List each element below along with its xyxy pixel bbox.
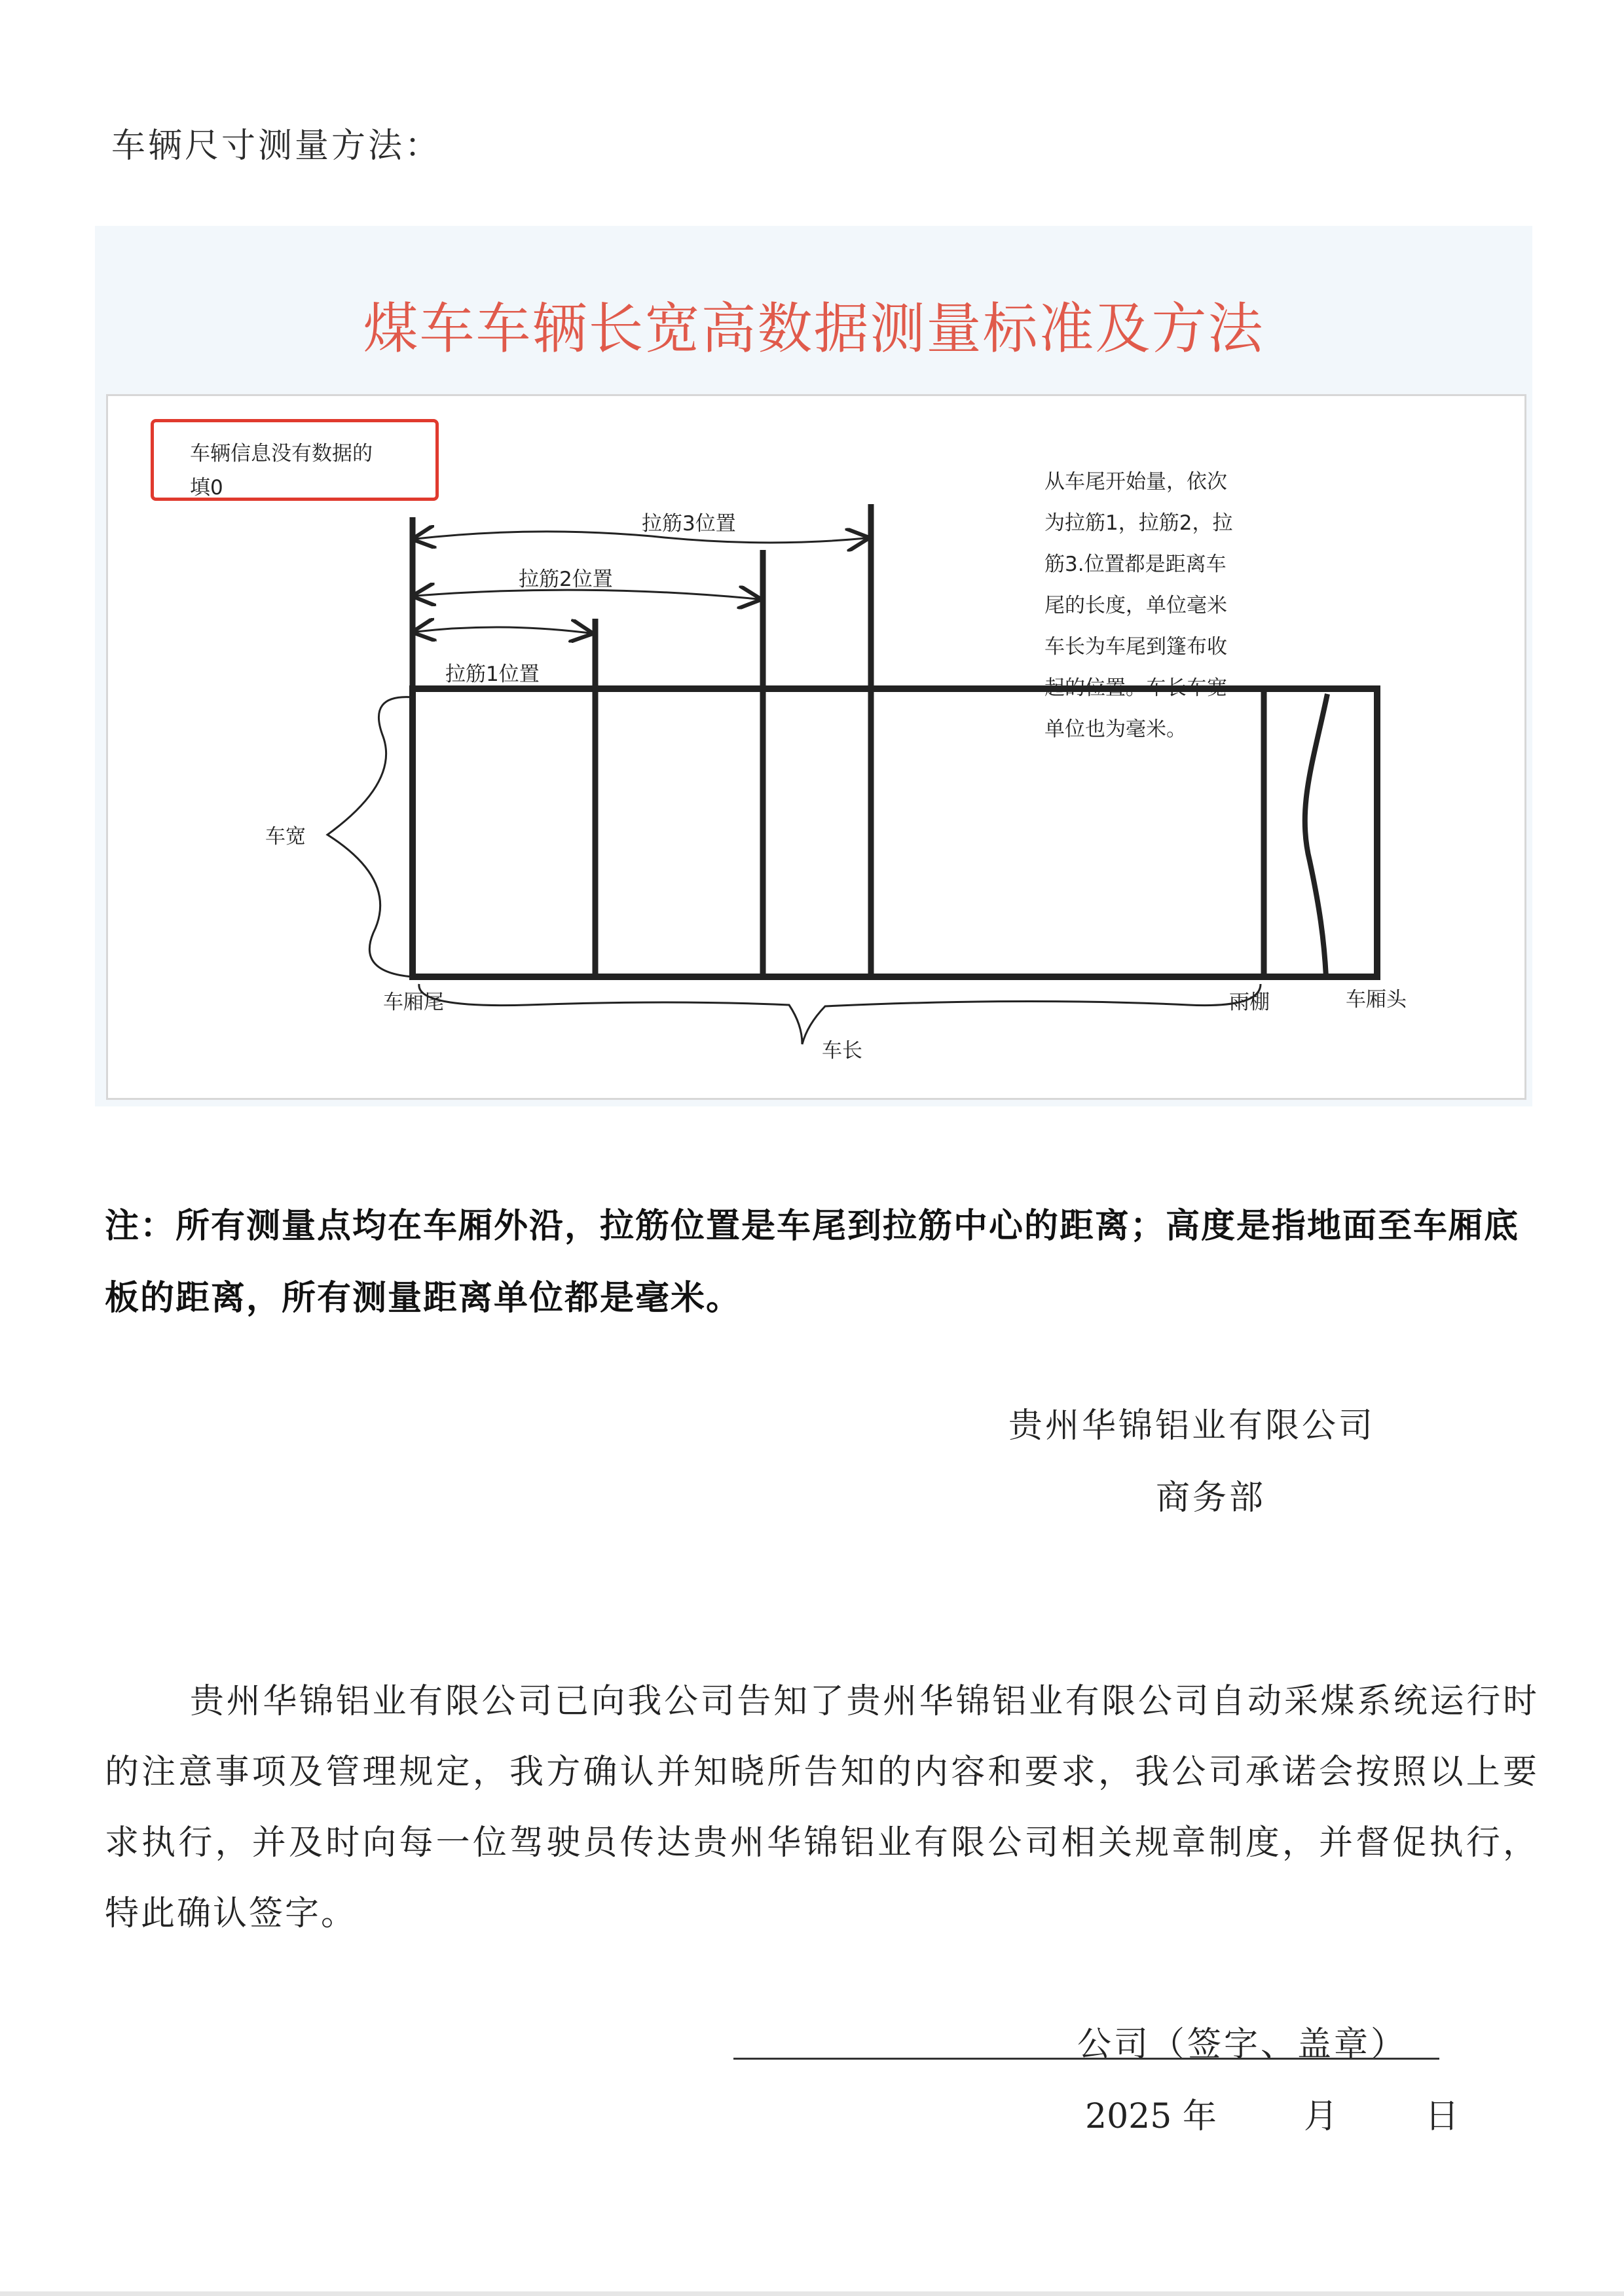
rib-2-label: 拉筋2位置 bbox=[519, 568, 613, 591]
description-line: 从车尾开始量，依次 bbox=[1044, 470, 1227, 494]
rib-1-label: 拉筋1位置 bbox=[445, 663, 540, 686]
figure-title: 煤车车辆长宽高数据测量标准及方法 bbox=[363, 297, 1264, 361]
width-label: 车宽 bbox=[265, 825, 306, 848]
date-day: 日 bbox=[1425, 2097, 1460, 2136]
no-data-note-box bbox=[151, 419, 439, 501]
description-line: 筋3.位置都是距离车 bbox=[1044, 553, 1227, 576]
tail-label: 车厢尾 bbox=[383, 991, 444, 1014]
issuer-company: 贵州华锦铝业有限公司 bbox=[1008, 1406, 1376, 1446]
canopy-label: 雨棚 bbox=[1229, 991, 1270, 1014]
signature-date bbox=[1085, 2088, 1459, 2138]
truck-diagram bbox=[106, 394, 1526, 1100]
date-year: 2025 年 bbox=[1085, 2097, 1217, 2136]
rib-3-arrow bbox=[416, 532, 866, 543]
rib-3-label: 拉筋3位置 bbox=[642, 512, 736, 536]
length-brace bbox=[419, 984, 1261, 1044]
date-month: 月 bbox=[1303, 2097, 1338, 2136]
note-box-line: 车辆信息没有数据的 bbox=[190, 442, 373, 465]
width-brace bbox=[327, 697, 413, 977]
description-line: 车长为车尾到篷布收 bbox=[1044, 635, 1227, 659]
issuer-department: 商务部 bbox=[1156, 1478, 1266, 1518]
description-line: 单位也为毫米。 bbox=[1044, 718, 1187, 741]
measurement-figure bbox=[95, 226, 1532, 1106]
signature-line[interactable] bbox=[733, 2058, 1439, 2060]
head-label: 车厢头 bbox=[1346, 988, 1407, 1011]
description-line: 尾的长度，单位毫米 bbox=[1044, 594, 1227, 617]
tarp-curve bbox=[1305, 694, 1327, 977]
note-box-line: 填0 bbox=[190, 476, 223, 500]
signature-label: 公司（签字、盖章） bbox=[1077, 2025, 1408, 2064]
page-heading: 车辆尺寸测量方法： bbox=[111, 126, 442, 166]
confirmation-paragraph: 贵州华锦铝业有限公司已向我公司告知了贵州华锦铝业有限公司自动采煤系统运行时的注意事项及管理规定，我方确认并知晓所告知的内容和要求，我公司承诺会按照以上要求执行，并及时向每一位驾驶员传达贵州华锦铝业有限公司相关规章制度，并督促执行，特此确认签字。 bbox=[105, 1682, 1539, 1933]
description-line: 起的位置。车长车宽 bbox=[1044, 676, 1227, 700]
description-line: 为拉筋1，拉筋2，拉 bbox=[1044, 511, 1233, 535]
measurement-description bbox=[1044, 462, 1306, 750]
rib-2-arrow bbox=[416, 590, 758, 599]
page-bottom-edge bbox=[0, 2291, 1624, 2296]
length-label: 车长 bbox=[822, 1039, 862, 1063]
measurement-note: 注：所有测量点均在车厢外沿，拉筋位置是车尾到拉筋中心的距离；高度是指地面至车厢底板的距离，所有测量距离单位都是毫米。 bbox=[105, 1206, 1520, 1318]
rib-1-arrow bbox=[416, 627, 589, 633]
